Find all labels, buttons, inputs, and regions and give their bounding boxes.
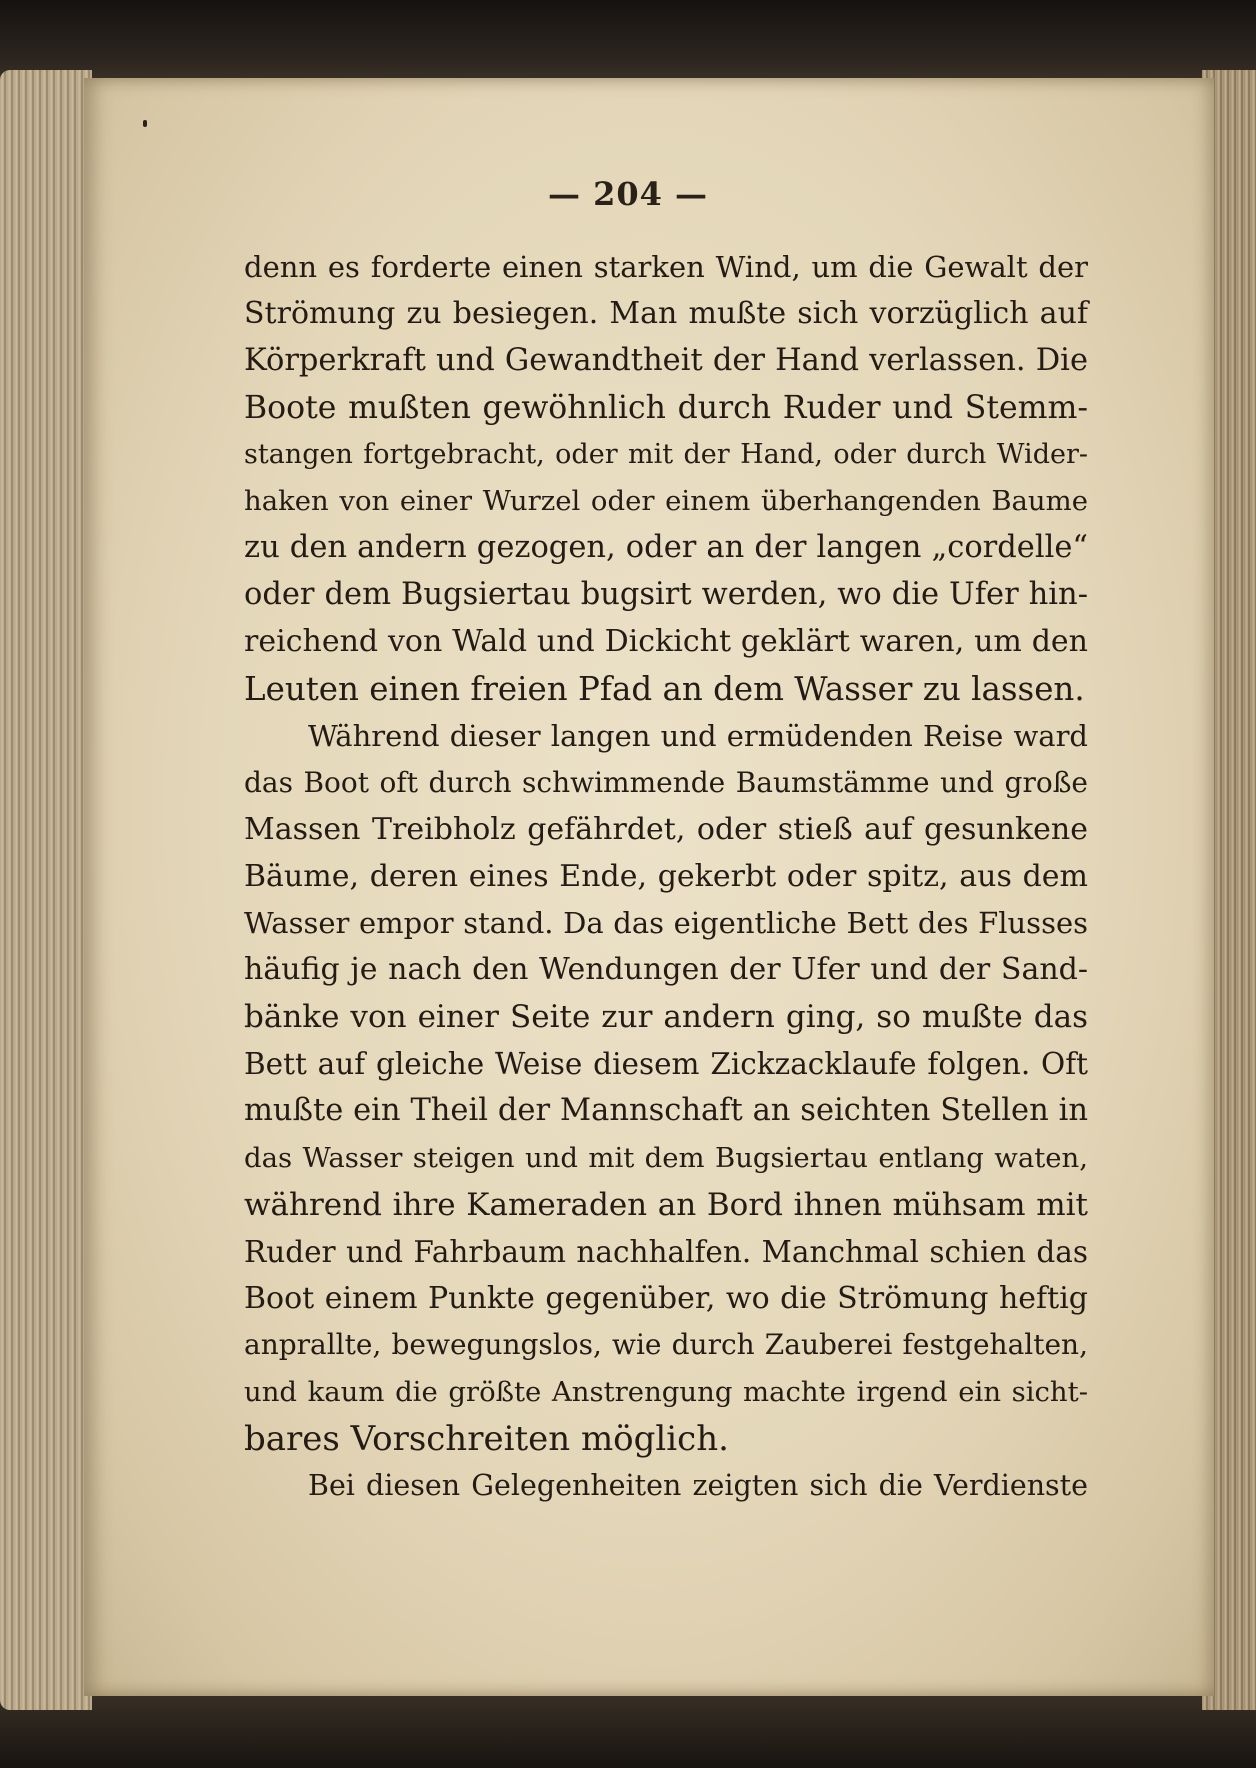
page-number: — 204 — <box>547 175 709 213</box>
ink-speck <box>143 120 147 127</box>
text-line: Wasser empor stand. Da das eigentliche Bett des Flusses <box>244 906 1088 941</box>
text-line: und kaum die größte Anstrengung machte irgend ein sicht- <box>244 1376 1088 1409</box>
text-line: denn es forderte einen starken Wind, um die Gewalt der <box>244 250 1088 284</box>
book-cover-bottom <box>0 1690 1256 1768</box>
text-line: Körperkraft und Gewandtheit der Hand verlassen. Die <box>244 342 1088 378</box>
text-line: Massen Treibholz gefährdet, oder stieß auf gesunkene <box>244 811 1088 847</box>
text-line: mußte ein Theil der Mannschaft an seichten Stellen in <box>244 1093 1088 1129</box>
text-line: bares Vorschreiten möglich. <box>244 1419 729 1460</box>
text-line: Bett auf gleiche Weise diesem Zickzacklaufe folgen. Oft <box>244 1047 1088 1082</box>
page-body-text <box>244 244 1088 1510</box>
text-line: Boot einem Punkte gegenüber, wo die Strömung heftig <box>244 1280 1088 1316</box>
text-line: das Wasser steigen und mit dem Bugsiertau entlang waten, <box>244 1141 1088 1174</box>
book-cover-top <box>0 0 1256 80</box>
text-line: Boote mußten gewöhnlich durch Ruder und Stemm- <box>244 389 1088 426</box>
text-line: reichend von Wald und Dickicht geklärt waren, um den <box>244 624 1088 660</box>
text-line: Strömung zu besiegen. Man mußte sich vorzüglich auf <box>244 295 1088 331</box>
text-line: bänke von einer Seite zur andern ging, so mußte das <box>244 999 1088 1036</box>
text-line: Während dieser langen und ermüdenden Reise ward <box>308 718 1088 753</box>
text-line: häufig je nach den Wendungen der Ufer und der Sand- <box>244 952 1088 988</box>
text-line: Leuten einen freien Pfad an dem Wasser zu lassen. <box>244 670 1085 709</box>
text-line: anprallte, bewegungslos, wie durch Zauberei festgehalten, <box>244 1328 1088 1362</box>
text-line: das Boot oft durch schwimmende Baumstämme und große <box>244 765 1088 799</box>
text-line: während ihre Kameraden an Bord ihnen mühsam mit <box>244 1186 1088 1223</box>
text-line: Ruder und Fahrbaum nachhalfen. Manchmal schien das <box>244 1234 1088 1269</box>
page-edges-left <box>0 70 92 1710</box>
text-line: Bäume, deren eines Ende, gekerbt oder spitz, aus dem <box>244 858 1088 894</box>
text-line: stangen fortgebracht, oder mit der Hand, oder durch Wider- <box>244 438 1088 470</box>
text-line: zu den andern gezogen, oder an der langen „cordelle“ <box>244 530 1088 566</box>
text-line: Bei diesen Gelegenheiten zeigten sich die Verdienste <box>308 1469 1088 1503</box>
text-line: haken von einer Wurzel oder einem überhangenden Baume <box>244 485 1088 518</box>
text-line: oder dem Bugsiertau bugsirt werden, wo die Ufer hin- <box>244 577 1088 613</box>
